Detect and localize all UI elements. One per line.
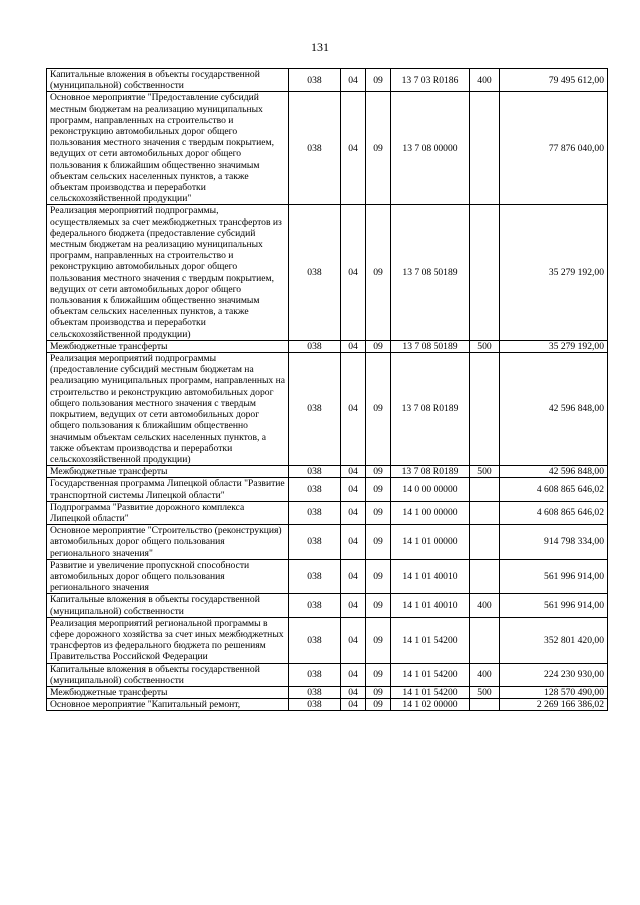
subsection-code-cell: 09: [366, 559, 391, 594]
amount-cell: 561 996 914,00: [500, 559, 608, 594]
table-row: [47, 466, 608, 478]
target-article-cell: 14 1 02 00000: [391, 699, 470, 711]
expense-name-cell: Межбюджетные трансферты: [47, 686, 289, 698]
ministry-code-cell: 038: [289, 340, 341, 352]
section-code-cell: 04: [341, 501, 366, 524]
subsection-code-cell: 09: [366, 699, 391, 711]
subsection-code-cell: 09: [366, 663, 391, 686]
section-code-cell: 04: [341, 525, 366, 560]
target-article-cell: 14 1 00 00000: [391, 501, 470, 524]
ministry-code-cell: 038: [289, 353, 341, 466]
expense-name-cell: Государственная программа Липецкой области "Развитие транспортной системы Липецкой области": [47, 478, 289, 501]
expense-name-cell: Межбюджетные трансферты: [47, 340, 289, 352]
subsection-code-cell: 09: [366, 686, 391, 698]
table-row: [47, 340, 608, 352]
table-row: [47, 501, 608, 524]
amount-cell: 35 279 192,00: [500, 205, 608, 340]
section-code-cell: 04: [341, 92, 366, 205]
table-row: [47, 559, 608, 594]
ministry-code-cell: 038: [289, 69, 341, 92]
expense-type-cell: [470, 617, 500, 663]
subsection-code-cell: 09: [366, 525, 391, 560]
expense-type-cell: [470, 478, 500, 501]
expense-name-cell: Основное мероприятие "Строительство (реконструкция) автомобильных дорог общего пользования регионального значения": [47, 525, 289, 560]
expense-name-cell: Реализация мероприятий региональной программы в сфере дорожного хозяйства за счет иных межбюджетных трансфертов из федерального бюджета по решениям Правительства Российской Федерации: [47, 617, 289, 663]
target-article-cell: 14 1 01 00000: [391, 525, 470, 560]
budget-table: [46, 68, 608, 711]
amount-cell: 224 230 930,00: [500, 663, 608, 686]
expense-name-cell: Капитальные вложения в объекты государственной (муниципальной) собственности: [47, 594, 289, 617]
amount-cell: 77 876 040,00: [500, 92, 608, 205]
expense-name-cell: Межбюджетные трансферты: [47, 466, 289, 478]
target-article-cell: 14 0 00 00000: [391, 478, 470, 501]
table-row: [47, 686, 608, 698]
subsection-code-cell: 09: [366, 617, 391, 663]
ministry-code-cell: 038: [289, 663, 341, 686]
table-row: [47, 69, 608, 92]
ministry-code-cell: 038: [289, 466, 341, 478]
target-article-cell: 14 1 01 54200: [391, 617, 470, 663]
ministry-code-cell: 038: [289, 525, 341, 560]
amount-cell: 561 996 914,00: [500, 594, 608, 617]
table-row: [47, 205, 608, 340]
section-code-cell: 04: [341, 617, 366, 663]
expense-name-cell: Основное мероприятие "Капитальный ремонт,: [47, 699, 289, 711]
table-row: [47, 617, 608, 663]
section-code-cell: 04: [341, 466, 366, 478]
target-article-cell: 14 1 01 54200: [391, 686, 470, 698]
expense-name-cell: Капитальные вложения в объекты государственной (муниципальной) собственности: [47, 69, 289, 92]
amount-cell: 35 279 192,00: [500, 340, 608, 352]
table-row: [47, 478, 608, 501]
expense-type-cell: 400: [470, 594, 500, 617]
expense-name-cell: Реализация мероприятий подпрограммы (предоставление субсидий местным бюджетам на реализацию муниципальных программ, направленных на строительство и реконструкцию автомобильных дорог общего пользования местного значения с твердым покрытием, ведущих от сети автомобильных дорог общего пользования к ближайшим общественно значимым объектам сельских населенных пунктов, а также объектам производства и переработки сельскохозяйственной продукции): [47, 353, 289, 466]
expense-type-cell: [470, 501, 500, 524]
section-code-cell: 04: [341, 559, 366, 594]
target-article-cell: 13 7 03 R0186: [391, 69, 470, 92]
section-code-cell: 04: [341, 686, 366, 698]
section-code-cell: 04: [341, 594, 366, 617]
expense-type-cell: 400: [470, 69, 500, 92]
expense-type-cell: [470, 525, 500, 560]
amount-cell: 2 269 166 386,02: [500, 699, 608, 711]
expense-type-cell: [470, 92, 500, 205]
table-body: [47, 69, 608, 711]
ministry-code-cell: 038: [289, 478, 341, 501]
target-article-cell: 13 7 08 50189: [391, 205, 470, 340]
section-code-cell: 04: [341, 353, 366, 466]
subsection-code-cell: 09: [366, 466, 391, 478]
expense-name-cell: Подпрограмма "Развитие дорожного комплекса Липецкой области": [47, 501, 289, 524]
subsection-code-cell: 09: [366, 353, 391, 466]
subsection-code-cell: 09: [366, 594, 391, 617]
table-row: [47, 699, 608, 711]
table-row: [47, 353, 608, 466]
subsection-code-cell: 09: [366, 478, 391, 501]
target-article-cell: 14 1 01 40010: [391, 594, 470, 617]
expense-type-cell: 400: [470, 663, 500, 686]
ministry-code-cell: 038: [289, 594, 341, 617]
ministry-code-cell: 038: [289, 559, 341, 594]
amount-cell: 79 495 612,00: [500, 69, 608, 92]
expense-type-cell: [470, 559, 500, 594]
amount-cell: 42 596 848,00: [500, 466, 608, 478]
target-article-cell: 13 7 08 R0189: [391, 466, 470, 478]
table-row: [47, 594, 608, 617]
expense-name-cell: Развитие и увеличение пропускной способности автомобильных дорог общего пользования регионального значения: [47, 559, 289, 594]
amount-cell: 42 596 848,00: [500, 353, 608, 466]
section-code-cell: 04: [341, 699, 366, 711]
section-code-cell: 04: [341, 205, 366, 340]
target-article-cell: 14 1 01 40010: [391, 559, 470, 594]
subsection-code-cell: 09: [366, 501, 391, 524]
ministry-code-cell: 038: [289, 686, 341, 698]
section-code-cell: 04: [341, 478, 366, 501]
subsection-code-cell: 09: [366, 69, 391, 92]
subsection-code-cell: 09: [366, 205, 391, 340]
target-article-cell: 13 7 08 R0189: [391, 353, 470, 466]
ministry-code-cell: 038: [289, 205, 341, 340]
table-row: [47, 663, 608, 686]
expense-name-cell: Капитальные вложения в объекты государственной (муниципальной) собственности: [47, 663, 289, 686]
expense-name-cell: Реализация мероприятий подпрограммы, осуществляемых за счет межбюджетных трансфертов из федерального бюджета (предоставление субсидий местным бюджетам на реализацию муниципальных программ, направленных на строительство и реконструкцию автомобильных дорог общего пользования местного значения с твердым покрытием, ведущих от сети автомобильных дорог общего пользования к ближайшим общественно значимым объектам сельских населенных пунктов, а также объектам производства и переработки сельскохозяйственной продукции): [47, 205, 289, 340]
amount-cell: 914 798 334,00: [500, 525, 608, 560]
subsection-code-cell: 09: [366, 92, 391, 205]
expense-type-cell: [470, 353, 500, 466]
amount-cell: 4 608 865 646,02: [500, 501, 608, 524]
expense-type-cell: [470, 205, 500, 340]
target-article-cell: 13 7 08 00000: [391, 92, 470, 205]
section-code-cell: 04: [341, 663, 366, 686]
target-article-cell: 14 1 01 54200: [391, 663, 470, 686]
expense-type-cell: [470, 699, 500, 711]
amount-cell: 4 608 865 646,02: [500, 478, 608, 501]
table-row: [47, 525, 608, 560]
amount-cell: 128 570 490,00: [500, 686, 608, 698]
amount-cell: 352 801 420,00: [500, 617, 608, 663]
expense-type-cell: 500: [470, 686, 500, 698]
expense-type-cell: 500: [470, 340, 500, 352]
ministry-code-cell: 038: [289, 501, 341, 524]
expense-type-cell: 500: [470, 466, 500, 478]
target-article-cell: 13 7 08 50189: [391, 340, 470, 352]
section-code-cell: 04: [341, 340, 366, 352]
subsection-code-cell: 09: [366, 340, 391, 352]
page-number: 131: [311, 40, 329, 54]
table-row: [47, 92, 608, 205]
ministry-code-cell: 038: [289, 92, 341, 205]
ministry-code-cell: 038: [289, 617, 341, 663]
ministry-code-cell: 038: [289, 699, 341, 711]
expense-name-cell: Основное мероприятие "Предоставление субсидий местным бюджетам на реализацию муниципальных программ, направленных на строительство и реконструкцию автомобильных дорог общего пользования местного значения с твердым покрытием, ведущих от сети автомобильных дорог общего пользования к ближайшим общественно значимым объектам сельских населенных пунктов, а также объектам производства и переработки сельскохозяйственной продукции": [47, 92, 289, 205]
section-code-cell: 04: [341, 69, 366, 92]
